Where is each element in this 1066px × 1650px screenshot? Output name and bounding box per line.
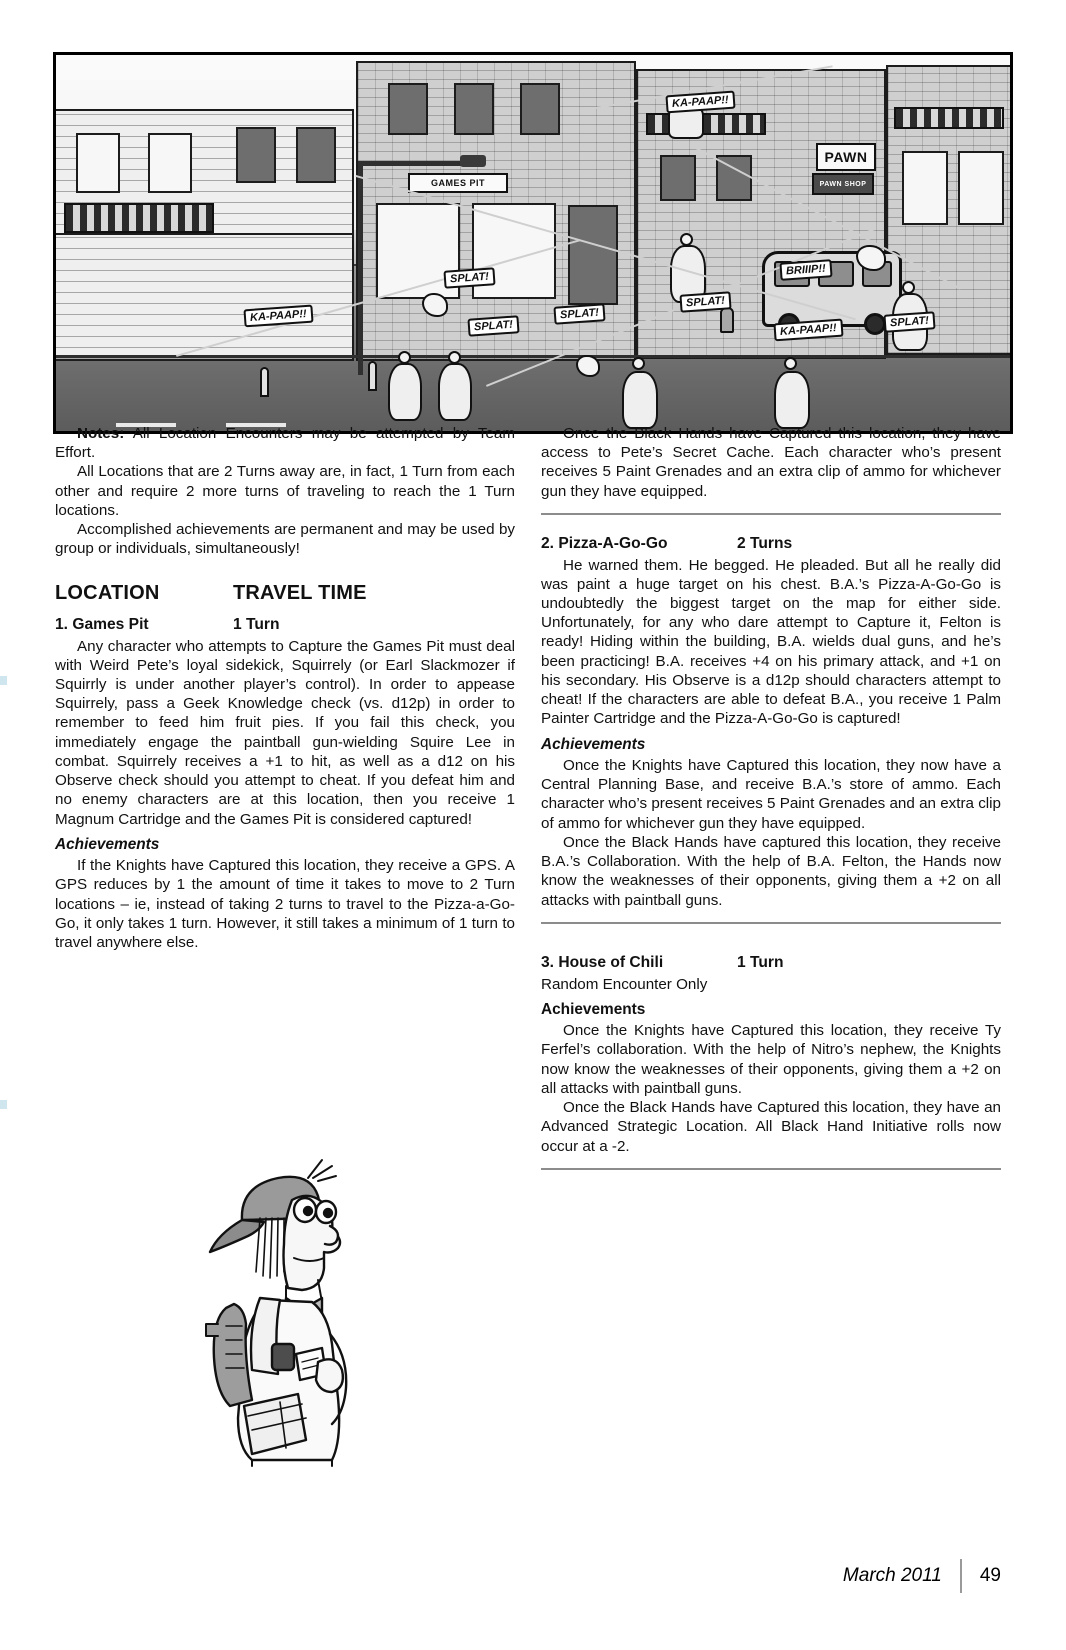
building-window — [76, 133, 120, 193]
location-2-achievements-heading: Achievements — [541, 735, 646, 753]
scan-edge-mark — [0, 1100, 7, 1109]
sfx-text: KA-PAAP!! — [671, 94, 729, 110]
building-window — [520, 83, 560, 135]
street-battle-illustration — [53, 52, 1013, 434]
striped-awning — [64, 203, 214, 233]
sfx-text: KA-PAAP!! — [249, 308, 307, 324]
sfx-text: BRIIIP!! — [785, 262, 827, 278]
locations-distance-paragraph: All Locations that are 2 Turns away are, in fact, 1 Turn from each other and require 2 more turns of traveling to reach the 1 Turn locations. — [55, 463, 515, 519]
heading-location: LOCATION — [55, 581, 160, 604]
location-3-subtitle: Random Encounter Only — [541, 975, 708, 993]
footer-page-number: 49 — [979, 1565, 1001, 1586]
notes-body: All Location Encounters may be attempted by Team Effort. — [55, 425, 515, 462]
location-1-body: Any character who attempts to Capture the Games Pit must deal with Weird Pete’s loyal sidekick, Squirrely (or Earl Slackmozer if Squirrly is under another player’s control). In order to appease Squirrely, pass a Geek Knowledge check (vs. d12p) in order to remember to feed him fruit pies. If you fail this check, you immediately engage the paintball gun-wielding Squire Lee in combat. Squirrely receives a +1 to hit, as well as a d12 on his Observe check should you attempt to cheat. If you defeat him and no enemy characters are at this location, then you receive 1 Magnum Cartridge and the Games Pit is considered captured! — [55, 637, 515, 828]
sfx-splat-4 — [883, 311, 935, 333]
location-2-achievements-black-hands: Once the Black Hands have captured this location, they receive B.A.’s Collaboration. With the help of B.A. Felton, the Hands now know the weaknesses of their opponents, giving them a +2 on all attacks with paintball guns. — [541, 833, 1001, 909]
games-pit-sign-label: GAMES PIT — [430, 178, 485, 188]
scan-edge-mark — [0, 676, 7, 685]
storefront-window — [902, 151, 948, 225]
location-1-achievements-black-hands: Once the Black Hands have Captured this location, they have access to Pete’s Secret Cache. Each character who’s present receives 5 Paint Grenades and an extra clip of ammo for whichever gun they have equipped. — [541, 425, 1001, 500]
building-window — [388, 83, 428, 135]
sfx-text: SPLAT! — [889, 314, 930, 330]
location-2-body: He warned them. He begged. He pleaded. But all he really did was paint a huge target on his chest. B.A.’s Pizza-A-Go-Go is undoubtedly the biggest target on the map for either side. Unfortunately, for any who dare attempt to Capture it, Felton is ready! Hiding within the building, B.A. wields dual guns, and he’s been practicing! B.A. receives +4 on his primary attack, and +1 on his secondary. His Observe is a d12p should characters attempt to cheat! If the characters are able to defeat B.A., you receive 1 Palm Painter Cartridge and the Pizza-A-Go-Go is captured! — [541, 556, 1001, 728]
sfx-text: KA-PAAP!! — [779, 322, 837, 338]
storefront-window — [958, 151, 1004, 225]
footer-date: March 2011 — [842, 1565, 942, 1586]
sfx-splat-5 — [467, 315, 519, 337]
notes-label: Notes: — [77, 425, 125, 442]
location-table-heading — [55, 581, 515, 606]
character-head — [398, 351, 411, 364]
location-1-name: 1. Games Pit — [55, 615, 149, 633]
page-footer — [541, 1556, 1001, 1596]
pawn-sign-label: PAWN — [824, 149, 868, 165]
spacer — [541, 924, 1001, 944]
bollard — [368, 361, 377, 391]
corner-building-lower — [54, 233, 354, 361]
fire-hydrant — [720, 307, 734, 333]
location-3-achievements-heading: Achievements — [541, 1000, 646, 1018]
sfx-text: SPLAT! — [559, 306, 600, 322]
character-head — [784, 357, 797, 370]
sfx-splat-3 — [679, 291, 731, 313]
striped-awning — [646, 113, 766, 135]
paint-splat — [576, 355, 600, 377]
sfx-briiip — [779, 259, 832, 281]
location-3-achievements-knights: Once the Knights have Captured this location, they receive Ty Ferfel’s collaboration. With the help of Nitro’s nephew, the Knights now know the weaknesses of their opponents, giving them a +2 on all attacks with paintball guns. — [541, 1022, 1001, 1097]
character-head — [680, 233, 693, 246]
character-head — [448, 351, 461, 364]
pawn-shop-sign-label: PAWN SHOP — [819, 180, 867, 188]
sfx-text: SPLAT! — [685, 294, 726, 310]
street-lamp-post — [358, 161, 363, 375]
pawn-shop-sign — [812, 173, 874, 195]
location-2-heading — [541, 534, 1001, 554]
sfx-splat-1 — [443, 267, 495, 289]
building-window — [454, 83, 494, 135]
location-2-achievements-knights: Once the Knights have Captured this location, they now have a Central Planning Base, and receive B.A.’s store of ammo. Each character who’s present receives 5 Paint Grenades and an extra clip of ammo for whichever gun they have equipped. — [541, 757, 1001, 832]
section-divider — [541, 1168, 1001, 1170]
building-window — [148, 133, 192, 193]
character-head — [902, 281, 915, 294]
left-text-column — [55, 424, 515, 952]
sfx-splat-2 — [553, 303, 605, 325]
location-3-achievements-black-hands: Once the Black Hands have Captured this location, they have an Advanced Strategic Location. All Black Hand Initiative rolls now occur at a -2. — [541, 1099, 1001, 1155]
sfx-text: SPLAT! — [473, 318, 514, 334]
location-3-travel-time: 1 Turn — [737, 953, 784, 971]
location-2-travel-time: 2 Turns — [737, 534, 793, 552]
right-text-column — [541, 424, 1001, 1170]
paintball-character — [388, 363, 422, 421]
building-window — [296, 127, 336, 183]
sfx-text: SPLAT! — [449, 270, 490, 286]
location-3-name: 3. House of Chili — [541, 953, 664, 971]
storefront-door — [568, 205, 618, 305]
building-window — [660, 155, 696, 201]
location-2-name: 2. Pizza-A-Go-Go — [541, 534, 668, 552]
location-1-achievements-heading: Achievements — [55, 835, 160, 853]
street-lamp-head — [460, 155, 486, 167]
location-1-travel-time: 1 Turn — [233, 615, 280, 633]
street-lamp-arm — [358, 161, 474, 166]
paint-splat — [422, 293, 448, 317]
heading-travel-time: TRAVEL TIME — [233, 581, 367, 604]
notes-paragraph — [55, 424, 515, 462]
games-pit-sign — [408, 173, 508, 193]
achievements-permanent-paragraph: Accomplished achievements are permanent and may be used by group or individuals, simultaneously! — [55, 521, 515, 558]
character-head — [632, 357, 645, 370]
striped-awning — [894, 107, 1004, 129]
curb-line — [56, 355, 1013, 358]
spacer — [541, 515, 1001, 525]
footer-divider — [960, 1559, 962, 1593]
bollard — [260, 367, 269, 397]
location-1-achievements-knights: If the Knights have Captured this location, they receive a GPS. A GPS reduces by 1 the amount of time it takes to move to 2 Turn locations – ie, instead of taking 2 turns to travel to the Pizza-a-Go-Go, it only takes 1 turn. However, it still takes a minimum of 1 turn to travel anywhere else. — [55, 857, 515, 952]
paintball-character — [622, 371, 658, 429]
pawn-sign — [816, 143, 876, 171]
gamer-character-illustration — [182, 1148, 372, 1468]
paintball-character — [438, 363, 472, 421]
location-3-heading — [541, 953, 1001, 973]
location-1-heading — [55, 615, 515, 635]
building-window — [236, 127, 276, 183]
paintball-character — [774, 371, 810, 429]
